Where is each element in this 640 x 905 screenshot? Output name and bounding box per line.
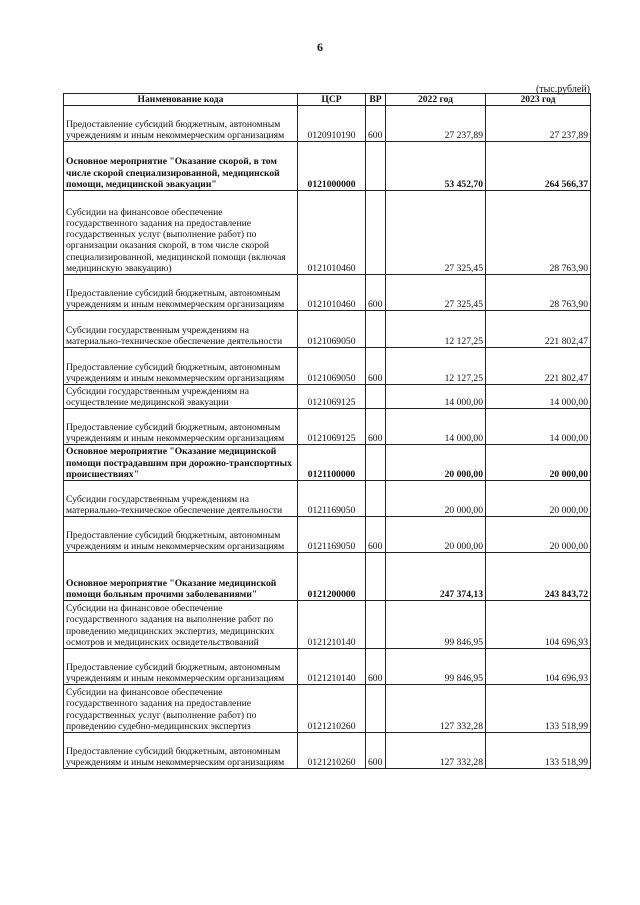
row-vr: [366, 445, 386, 481]
table-row: [64, 733, 591, 769]
row-vr: [366, 142, 386, 191]
row-value-2023: 14 000,00: [486, 385, 591, 409]
row-value-2022: 27 237,89: [386, 106, 486, 142]
row-name: Субсидии государственным учреждениям на материально-техническое обеспечение деятельности: [64, 311, 298, 348]
row-vr: 600: [366, 649, 386, 685]
row-name: Предоставление субсидий бюджетным, автономным учреждениям и иным некоммерческим организациям: [64, 733, 298, 769]
row-csr: 0121210260: [298, 685, 366, 733]
table-row: [64, 445, 591, 481]
row-csr: 0121069050: [298, 311, 366, 348]
row-csr: 0121210140: [298, 601, 366, 649]
row-name: Предоставление субсидий бюджетным, автономным учреждениям и иным некоммерческим организациям: [64, 106, 298, 142]
row-value-2023: 133 518,99: [486, 685, 591, 733]
row-value-2022: 99 846,95: [386, 649, 486, 685]
header-2022: 2022 год: [386, 94, 486, 106]
row-vr: [366, 601, 386, 649]
row-vr: 600: [366, 106, 386, 142]
row-csr: 0121069050: [298, 348, 366, 385]
header-vr: ВР: [366, 94, 386, 106]
row-value-2023: 104 696,93: [486, 649, 591, 685]
row-name: Предоставление субсидий бюджетным, автономным учреждениям и иным некоммерческим организациям: [64, 649, 298, 685]
row-name: Субсидии на финансовое обеспечение государственного задания на предоставление государственных услуг (выполнение работ) по организации оказания скорой, в том числе скорой специализированной, медицинской помощи (включая медицинскую эвакуацию): [64, 191, 298, 275]
row-value-2022: 27 325,45: [386, 191, 486, 275]
table-row: [64, 649, 591, 685]
budget-table: [63, 93, 591, 769]
row-csr: 0121210260: [298, 733, 366, 769]
row-vr: 600: [366, 348, 386, 385]
row-value-2022: 99 846,95: [386, 601, 486, 649]
table-row: [64, 311, 591, 348]
row-name: Основное мероприятие "Оказание медицинской помощи пострадавшим при дорожно-транспортных происшествиях": [64, 445, 298, 481]
table-row: [64, 191, 591, 275]
row-vr: [366, 481, 386, 517]
row-vr: [366, 191, 386, 275]
row-value-2023: 221 802,47: [486, 348, 591, 385]
row-value-2022: 12 127,25: [386, 311, 486, 348]
table-row: [64, 142, 591, 191]
row-value-2023: 14 000,00: [486, 409, 591, 445]
table-row: [64, 517, 591, 553]
row-value-2023: 28 763,90: [486, 275, 591, 311]
table-row: [64, 601, 591, 649]
row-name: Основное мероприятие "Оказание медицинской помощи больным прочими заболеваниями": [64, 553, 298, 601]
row-vr: [366, 311, 386, 348]
row-csr: 0121010460: [298, 191, 366, 275]
table-row: [64, 685, 591, 733]
row-value-2022: 27 325,45: [386, 275, 486, 311]
row-value-2023: 28 763,90: [486, 191, 591, 275]
row-value-2022: 20 000,00: [386, 481, 486, 517]
row-vr: 600: [366, 733, 386, 769]
table-row: [64, 275, 591, 311]
row-csr: 0121010460: [298, 275, 366, 311]
page-number: 6: [317, 40, 323, 54]
row-name: Предоставление субсидий бюджетным, автономным учреждениям и иным некоммерческим организациям: [64, 275, 298, 311]
row-csr: 0121169050: [298, 517, 366, 553]
row-value-2023: 104 696,93: [486, 601, 591, 649]
row-value-2022: 53 452,70: [386, 142, 486, 191]
row-value-2022: 127 332,28: [386, 685, 486, 733]
row-value-2023: 27 237,89: [486, 106, 591, 142]
table-row: [64, 348, 591, 385]
table-row: [64, 409, 591, 445]
row-value-2022: 127 332,28: [386, 733, 486, 769]
table-row: [64, 106, 591, 142]
row-csr: 0120910190: [298, 106, 366, 142]
row-vr: [366, 385, 386, 409]
header-2023: 2023 год: [486, 94, 591, 106]
table-row: [64, 385, 591, 409]
table-row: [64, 481, 591, 517]
row-value-2023: 221 802,47: [486, 311, 591, 348]
row-value-2023: 264 566,37: [486, 142, 591, 191]
row-name: Предоставление субсидий бюджетным, автономным учреждениям и иным некоммерческим организациям: [64, 348, 298, 385]
row-value-2022: 20 000,00: [386, 445, 486, 481]
row-name: Субсидии на финансовое обеспечение государственного задания на предоставление государственных услуг (выполнение работ) по проведению судебно-медицинских экспертиз: [64, 685, 298, 733]
row-vr: 600: [366, 409, 386, 445]
header-name: Наименование кода: [64, 94, 298, 106]
row-name: Предоставление субсидий бюджетным, автономным учреждениям и иным некоммерческим организациям: [64, 409, 298, 445]
row-csr: 0121069125: [298, 385, 366, 409]
row-name: Субсидии на финансовое обеспечение государственного задания на выполнение работ по проведению медицинских экспертиз, медицинских осмотров и медицинских освидетельствований: [64, 601, 298, 649]
row-value-2023: 133 518,99: [486, 733, 591, 769]
row-csr: 0121210140: [298, 649, 366, 685]
row-csr: 0121100000: [298, 445, 366, 481]
table-body: [64, 106, 591, 769]
row-value-2023: 243 843,72: [486, 553, 591, 601]
units-label: (тыс.рублей): [535, 84, 590, 95]
row-value-2022: 20 000,00: [386, 517, 486, 553]
header-csr: ЦСР: [298, 94, 366, 106]
row-name: Основное мероприятие "Оказание скорой, в том числе скорой специализированной, медицинской помощи, медицинской эвакуации": [64, 142, 298, 191]
row-name: Субсидии государственным учреждениям на осуществление медицинской эвакуации: [64, 385, 298, 409]
row-csr: 0121200000: [298, 553, 366, 601]
row-value-2023: 20 000,00: [486, 517, 591, 553]
row-csr: 0121000000: [298, 142, 366, 191]
row-csr: 0121069125: [298, 409, 366, 445]
row-value-2023: 20 000,00: [486, 481, 591, 517]
row-value-2023: 20 000,00: [486, 445, 591, 481]
row-vr: [366, 685, 386, 733]
row-name: Субсидии государственным учреждениям на материально-техническое обеспечение деятельности: [64, 481, 298, 517]
row-vr: [366, 553, 386, 601]
row-value-2022: 12 127,25: [386, 348, 486, 385]
row-vr: 600: [366, 517, 386, 553]
table-header-row: [64, 94, 591, 106]
row-name: Предоставление субсидий бюджетным, автономным учреждениям и иным некоммерческим организациям: [64, 517, 298, 553]
row-value-2022: 14 000,00: [386, 385, 486, 409]
row-value-2022: 14 000,00: [386, 409, 486, 445]
row-vr: 600: [366, 275, 386, 311]
table-row: [64, 553, 591, 601]
row-value-2022: 247 374,13: [386, 553, 486, 601]
row-csr: 0121169050: [298, 481, 366, 517]
